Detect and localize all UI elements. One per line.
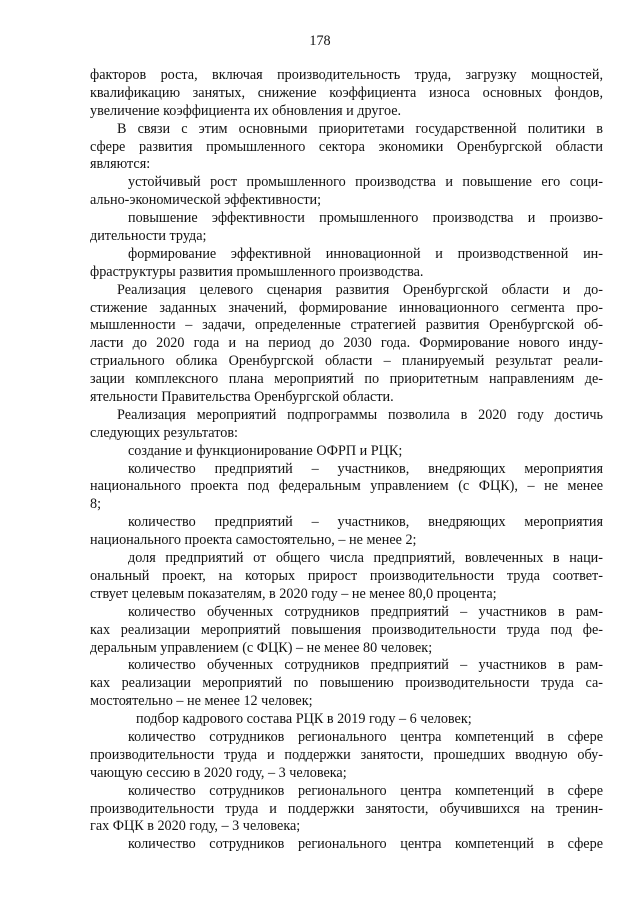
text-line: гах ФЦК в 2020 году, – 3 человека; xyxy=(90,818,301,835)
text-line: следующих результатов: xyxy=(90,424,238,441)
text-line: формирование эффективной инновационной и производственной ин- xyxy=(128,245,603,262)
text-line: подбор кадрового состава РЦК в 2019 году – 6 человек; xyxy=(136,711,472,728)
body-text xyxy=(90,67,603,854)
text-line: факторов роста, включая производительность труда, загрузку мощностей, xyxy=(90,67,603,83)
text-line: повышение эффективности промышленного производства и произво- xyxy=(128,210,603,227)
text-line: увеличение коэффициента их обновления и другое. xyxy=(90,102,402,119)
text-line: ствует целевым показателям, в 2020 году – не менее 80,0 процента; xyxy=(90,585,497,602)
text-line: ятельности Правительства Оренбургской области. xyxy=(90,389,394,406)
text-line: зации комплексного плана мероприятий по приоритетным направлениям де- xyxy=(90,371,603,388)
text-line: производительности труда и поддержки занятости, прошедших вводную обу- xyxy=(90,746,603,763)
text-line: ках реализации мероприятий повышения производительности труда под фе- xyxy=(90,621,603,638)
text-line: национального проекта под федеральным управлением (с ФЦК), – не менее xyxy=(90,478,603,495)
text-line: доля предприятий от общего числа предприятий, вовлеченных в наци- xyxy=(128,550,603,567)
text-line: являются: xyxy=(90,156,151,173)
text-line: квалификацию занятых, снижение коэффициента износа основных фондов, xyxy=(90,84,603,101)
text-line: ках реализации мероприятий по повышению производительности труда са- xyxy=(90,675,603,692)
text-line: национального проекта самостоятельно, – не менее 2; xyxy=(90,532,417,549)
text-line: стриального облика Оренбургской области – планируемый результат реали- xyxy=(90,353,603,370)
page-number: 178 xyxy=(309,33,331,49)
text-line: производительности труда и поддержки занятости, обучившихся на тренин- xyxy=(90,800,603,817)
text-line: количество обученных сотрудников предприятий – участников в рам- xyxy=(128,603,603,620)
text-line: мышленности – задачи, определенные стратегией развития Оренбургской об- xyxy=(90,317,603,334)
text-line: деральным управлением (с ФЦК) – не менее 80 человек; xyxy=(90,639,433,656)
text-line: чающую сессию в 2020 году, – 3 человека; xyxy=(90,764,347,781)
text-line: фраструктуры развития промышленного производства. xyxy=(90,263,424,280)
text-line: количество сотрудников регионального центра компетенций в сфере xyxy=(128,782,603,799)
text-line: устойчивый рост промышленного производства и повышение его соци- xyxy=(128,174,603,191)
text-line: 8; xyxy=(90,496,102,513)
text-line: ональный проект, на которых прирост производительности труда соответ- xyxy=(90,567,603,584)
text-line: стижение заданных значений, формирование инновационного сегмента про- xyxy=(90,299,603,316)
text-line: Реализация целевого сценария развития Оренбургской области и до- xyxy=(117,281,603,298)
text-line: количество обученных сотрудников предприятий – участников в рам- xyxy=(128,657,603,674)
text-line: В связи с этим основными приоритетами государственной политики в xyxy=(117,120,603,137)
text-line: ально-экономической эффективности; xyxy=(90,192,322,209)
text-line: мостоятельно – не менее 12 человек; xyxy=(90,693,313,710)
text-line: количество предприятий – участников, внедряющих мероприятия xyxy=(128,460,603,477)
text-line: сфере развития промышленного сектора экономики Оренбургской области xyxy=(90,138,603,155)
text-line: количество сотрудников регионального центра компетенций в сфере xyxy=(128,728,603,745)
text-line: Реализация мероприятий подпрограммы позволила в 2020 году достичь xyxy=(117,406,603,423)
text-line: количество сотрудников регионального центра компетенций в сфере xyxy=(128,836,603,853)
text-line: дительности труда; xyxy=(90,228,207,245)
text-line: создание и функционирование ОФРП и РЦК; xyxy=(128,442,403,459)
text-line: количество предприятий – участников, внедряющих мероприятия xyxy=(128,514,603,531)
text-line: ласти до 2020 года и на период до 2030 года. Формирование нового инду- xyxy=(90,335,603,352)
